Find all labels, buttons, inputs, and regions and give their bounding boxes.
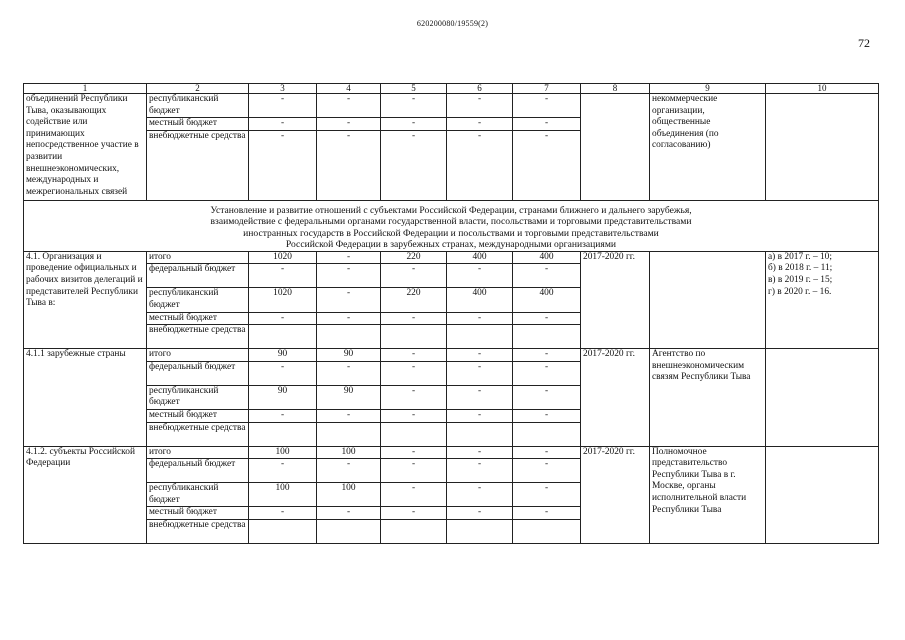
value-cell: -: [381, 130, 447, 200]
funding-source: внебюджетные средства: [147, 519, 249, 543]
period-cell: 2017-2020 гг.: [581, 446, 650, 543]
value-cell: 90: [249, 349, 317, 362]
measure-name: 4.1.2. субъекты Российской Федерации: [24, 446, 147, 543]
value-cell: -: [381, 385, 447, 409]
value-cell: -: [381, 118, 447, 131]
indicator-cell: [766, 446, 879, 543]
value-cell: -: [447, 446, 513, 459]
table-row: [24, 251, 879, 264]
value-cell: [317, 325, 381, 349]
period-cell: [581, 94, 650, 201]
col-num-2: 2: [147, 84, 249, 94]
value-cell: [317, 519, 381, 543]
value-cell: -: [381, 349, 447, 362]
value-cell: [513, 519, 581, 543]
value-cell: -: [249, 459, 317, 483]
value-cell: -: [317, 94, 381, 118]
executor-cell: некоммерческие организации, общественные объединения (по согласованию): [650, 94, 766, 201]
section-line: иностранных государств в Российской Федерации и посольствами и торговыми представительствами: [243, 227, 659, 239]
value-cell: -: [317, 361, 381, 385]
value-cell: 400: [447, 251, 513, 264]
funding-source: местный бюджет: [147, 507, 249, 520]
value-cell: -: [381, 507, 447, 520]
section-line: Установление и развитие отношений с субъектами Российской Федерации, странами ближнего и дальнего зарубежья,: [210, 204, 692, 216]
value-cell: -: [513, 118, 581, 131]
value-cell: -: [317, 507, 381, 520]
value-cell: -: [447, 94, 513, 118]
funding-source: республиканский бюджет: [147, 483, 249, 507]
value-cell: -: [513, 409, 581, 422]
value-cell: -: [513, 264, 581, 288]
funding-source: республиканский бюджет: [147, 288, 249, 312]
value-cell: 1020: [249, 251, 317, 264]
value-cell: -: [317, 312, 381, 325]
value-cell: -: [513, 361, 581, 385]
col-num-1: 1: [24, 84, 147, 94]
value-cell: 220: [381, 251, 447, 264]
indicator-line: б) в 2018 г. – 11;: [768, 263, 833, 274]
program-table: [23, 83, 879, 544]
value-cell: [381, 519, 447, 543]
value-cell: -: [381, 459, 447, 483]
value-cell: -: [317, 130, 381, 200]
funding-source: итого: [147, 251, 249, 264]
value-cell: [381, 325, 447, 349]
section-row: [24, 200, 879, 251]
value-cell: 1020: [249, 288, 317, 312]
funding-source: федеральный бюджет: [147, 264, 249, 288]
value-cell: -: [513, 312, 581, 325]
col-num-9: 9: [650, 84, 766, 94]
value-cell: -: [447, 459, 513, 483]
value-cell: -: [381, 312, 447, 325]
value-cell: 220: [381, 288, 447, 312]
value-cell: 100: [249, 483, 317, 507]
value-cell: -: [447, 349, 513, 362]
executor-cell: [650, 251, 766, 348]
value-cell: -: [447, 507, 513, 520]
value-cell: [317, 422, 381, 446]
value-cell: 400: [513, 288, 581, 312]
value-cell: [447, 422, 513, 446]
value-cell: -: [249, 118, 317, 131]
funding-source: республиканский бюджет: [147, 385, 249, 409]
value-cell: -: [513, 446, 581, 459]
col-num-5: 5: [381, 84, 447, 94]
table-row: [24, 446, 879, 459]
value-cell: -: [513, 507, 581, 520]
value-cell: -: [249, 507, 317, 520]
funding-source: местный бюджет: [147, 312, 249, 325]
value-cell: -: [381, 94, 447, 118]
value-cell: [513, 422, 581, 446]
table-row: [24, 94, 879, 118]
value-cell: 100: [249, 446, 317, 459]
value-cell: -: [447, 130, 513, 200]
value-cell: -: [317, 409, 381, 422]
period-cell: 2017-2020 гг.: [581, 251, 650, 348]
col-num-6: 6: [447, 84, 513, 94]
value-cell: -: [249, 361, 317, 385]
value-cell: -: [513, 483, 581, 507]
indicator-line: а) в 2017 г. – 10;: [768, 251, 832, 262]
section-heading: [24, 200, 879, 251]
executor-cell: Агентство по внешнеэкономическим связям Республики Тыва: [650, 349, 766, 446]
executor-cell: Полномочное представительство Республики Тыва в г. Москве, органы исполнительной власти Республики Тыва: [650, 446, 766, 543]
document-id: 620200080/19559(2): [416, 19, 489, 28]
value-cell: [447, 325, 513, 349]
funding-source: внебюджетные средства: [147, 130, 249, 200]
indicator-line: г) в 2020 г. – 16.: [768, 286, 832, 297]
value-cell: 400: [447, 288, 513, 312]
value-cell: -: [513, 385, 581, 409]
value-cell: -: [381, 264, 447, 288]
value-cell: -: [317, 264, 381, 288]
funding-source: внебюджетные средства: [147, 325, 249, 349]
value-cell: 90: [317, 385, 381, 409]
value-cell: -: [381, 361, 447, 385]
measure-name: объединений Республики Тыва, оказывающих содействие или принимающих непосредственное участие в развитии внешнеэкономических, международных и межрегиональных связей: [24, 94, 147, 201]
funding-source: федеральный бюджет: [147, 459, 249, 483]
col-num-8: 8: [581, 84, 650, 94]
value-cell: -: [447, 312, 513, 325]
value-cell: -: [317, 459, 381, 483]
value-cell: -: [447, 118, 513, 131]
funding-source: итого: [147, 446, 249, 459]
funding-source: федеральный бюджет: [147, 361, 249, 385]
value-cell: [447, 519, 513, 543]
value-cell: -: [317, 118, 381, 131]
value-cell: -: [447, 361, 513, 385]
value-cell: -: [381, 446, 447, 459]
value-cell: 400: [513, 251, 581, 264]
page-number: 72: [858, 36, 870, 50]
value-cell: 90: [249, 385, 317, 409]
value-cell: -: [513, 130, 581, 200]
indicator-line: в) в 2019 г. – 15;: [768, 274, 833, 285]
value-cell: [249, 325, 317, 349]
value-cell: [381, 422, 447, 446]
col-num-4: 4: [317, 84, 381, 94]
value-cell: -: [249, 94, 317, 118]
value-cell: -: [447, 385, 513, 409]
value-cell: 100: [317, 446, 381, 459]
value-cell: -: [513, 94, 581, 118]
value-cell: -: [249, 312, 317, 325]
funding-source: внебюджетные средства: [147, 422, 249, 446]
funding-source: местный бюджет: [147, 118, 249, 131]
value-cell: -: [249, 130, 317, 200]
value-cell: [249, 519, 317, 543]
period-cell: 2017-2020 гг.: [581, 349, 650, 446]
value-cell: [513, 325, 581, 349]
column-number-row: [24, 84, 879, 94]
section-line: Российской Федерации в зарубежных странах, международными организациями: [285, 239, 617, 250]
funding-source: итого: [147, 349, 249, 362]
value-cell: -: [381, 409, 447, 422]
indicator-cell: [766, 349, 879, 446]
table-row: [24, 349, 879, 362]
value-cell: -: [249, 264, 317, 288]
measure-name: 4.1.1 зарубежные страны: [24, 349, 147, 446]
value-cell: -: [513, 349, 581, 362]
col-num-10: 10: [766, 84, 879, 94]
value-cell: -: [447, 264, 513, 288]
measure-name: 4.1. Организация и проведение официальных и рабочих визитов делегаций и представителей Республики Тыва в:: [24, 251, 147, 348]
funding-source: республиканский бюджет: [147, 94, 249, 118]
value-cell: 100: [317, 483, 381, 507]
value-cell: -: [381, 483, 447, 507]
value-cell: 90: [317, 349, 381, 362]
funding-source: местный бюджет: [147, 409, 249, 422]
value-cell: -: [447, 483, 513, 507]
value-cell: [249, 422, 317, 446]
col-num-7: 7: [513, 84, 581, 94]
value-cell: -: [447, 409, 513, 422]
value-cell: -: [317, 251, 381, 264]
col-num-3: 3: [249, 84, 317, 94]
section-line: взаимодействие с федеральными органами государственной власти, посольствами и торговыми представительствами: [210, 216, 692, 228]
indicator-cell: [766, 94, 879, 201]
value-cell: -: [317, 288, 381, 312]
indicator-cell: [766, 251, 879, 348]
value-cell: -: [513, 459, 581, 483]
value-cell: -: [249, 409, 317, 422]
